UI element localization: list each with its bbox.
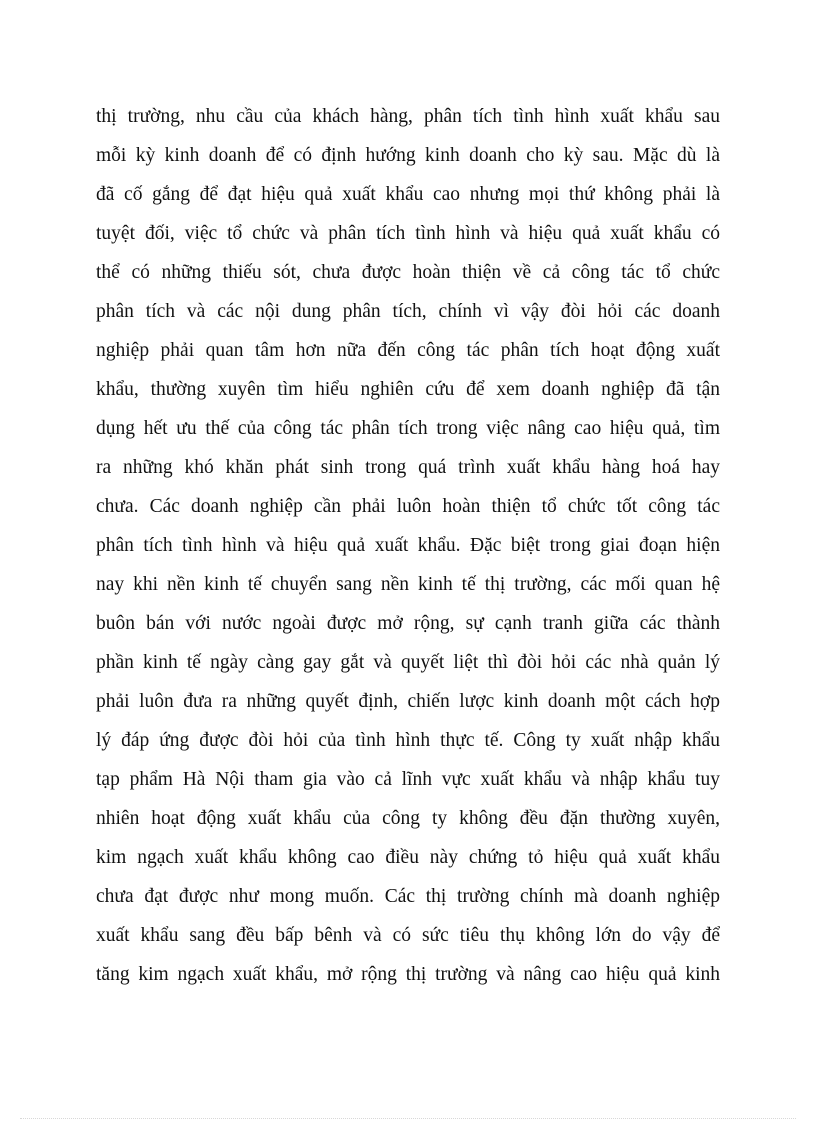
text-line-13: nay khi nền kinh tế chuyển sang nền kinh tế thị trường, các mối quan hệ <box>96 574 720 595</box>
text-line-2: mỗi kỳ kinh doanh để có định hướng kinh doanh cho kỳ sau. Mặc dù là <box>96 145 720 166</box>
text-line-1: thị trường, nhu cầu của khách hàng, phân tích tình hình xuất khẩu sau <box>96 106 720 127</box>
text-line-8: khẩu, thường xuyên tìm hiểu nghiên cứu để xem doanh nghiệp đã tận <box>96 379 720 400</box>
text-line-9: dụng hết ưu thế của công tác phân tích trong việc nâng cao hiệu quả, tìm <box>96 418 720 439</box>
text-line-20: kim ngạch xuất khẩu không cao điều này chứng tỏ hiệu quả xuất khẩu <box>96 847 720 868</box>
text-line-22: xuất khẩu sang đều bấp bênh và có sức tiêu thụ không lớn do vậy để <box>96 925 720 946</box>
text-line-6: phân tích và các nội dung phân tích, chính vì vậy đòi hỏi các doanh <box>96 301 720 322</box>
text-line-5: thể có những thiếu sót, chưa được hoàn thiện về cả công tác tổ chức <box>96 262 720 283</box>
text-line-14: buôn bán với nước ngoài được mở rộng, sự cạnh tranh giữa các thành <box>96 613 720 634</box>
text-line-3: đã cố gắng để đạt hiệu quả xuất khẩu cao nhưng mọi thứ không phải là <box>96 184 720 205</box>
text-line-7: nghiệp phải quan tâm hơn nữa đến công tác phân tích hoạt động xuất <box>96 340 720 361</box>
text-line-19: nhiên hoạt động xuất khẩu của công ty không đều đặn thường xuyên, <box>96 808 720 829</box>
text-line-17: lý đáp ứng được đòi hỏi của tình hình thực tế. Công ty xuất nhập khẩu <box>96 730 720 751</box>
text-line-23: tăng kim ngạch xuất khẩu, mở rộng thị trường và nâng cao hiệu quả kinh <box>96 964 720 985</box>
text-line-15: phần kinh tế ngày càng gay gắt và quyết liệt thì đòi hỏi các nhà quản lý <box>96 652 720 673</box>
text-line-10: ra những khó khăn phát sinh trong quá trình xuất khẩu hàng hoá hay <box>96 457 720 478</box>
page-bottom-divider <box>20 1118 796 1119</box>
body-paragraph <box>96 97 720 994</box>
text-line-18: tạp phẩm Hà Nội tham gia vào cả lĩnh vực xuất khẩu và nhập khẩu tuy <box>96 769 720 790</box>
text-line-16: phải luôn đưa ra những quyết định, chiến lược kinh doanh một cách hợp <box>96 691 720 712</box>
text-line-11: chưa. Các doanh nghiệp cần phải luôn hoàn thiện tổ chức tốt công tác <box>96 496 720 517</box>
text-line-21: chưa đạt được như mong muốn. Các thị trường chính mà doanh nghiệp <box>96 886 720 907</box>
text-line-4: tuyệt đối, việc tổ chức và phân tích tình hình và hiệu quả xuất khẩu có <box>96 223 720 244</box>
text-line-12: phân tích tình hình và hiệu quả xuất khẩu. Đặc biệt trong giai đoạn hiện <box>96 535 720 556</box>
